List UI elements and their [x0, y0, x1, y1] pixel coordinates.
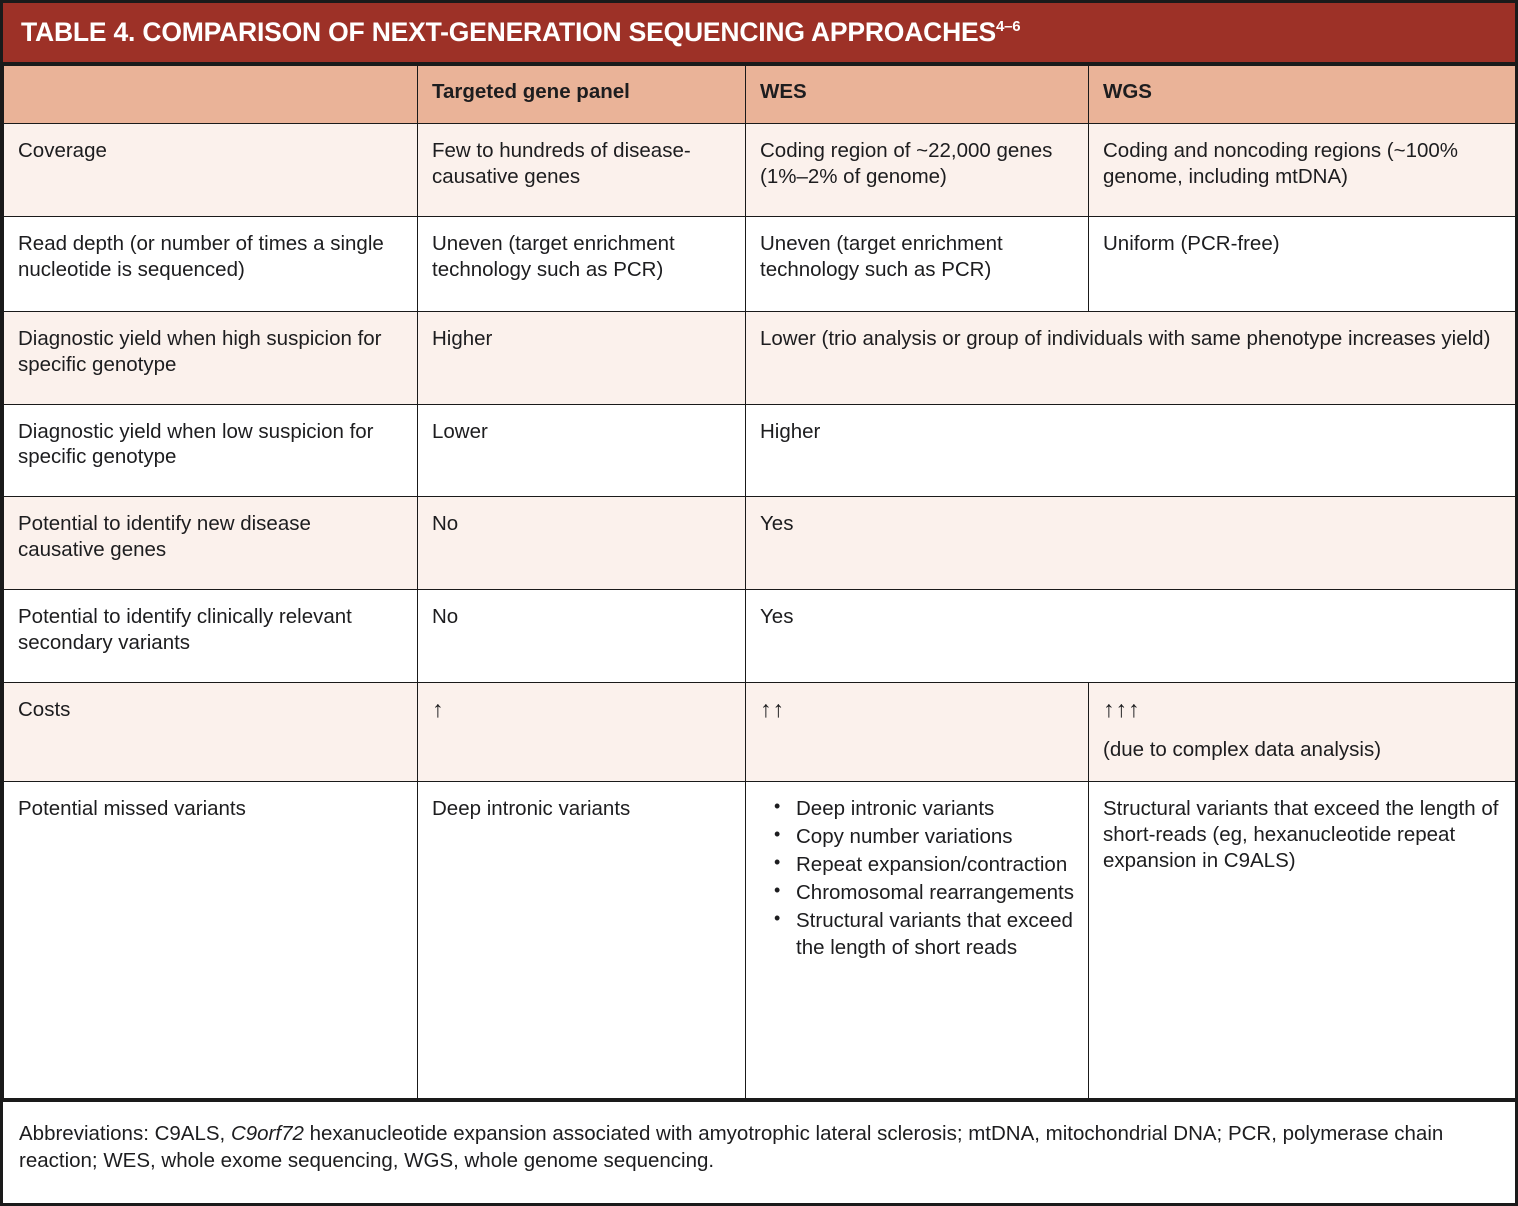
cell-dx-yield-high-wes-wgs: Lower (trio analysis or group of individuals with same phenotype increases yield): [746, 311, 1516, 404]
row-label-dx-yield-high: Diagnostic yield when high suspicion for specific genotype: [4, 311, 418, 404]
cell-secondary-variants-wes-wgs: Yes: [746, 590, 1516, 683]
cell-dx-yield-low-panel: Lower: [418, 404, 746, 497]
list-item: • Structural variants that exceed the length of short reads: [782, 908, 1074, 960]
cell-new-disease-genes-wes-wgs: Yes: [746, 497, 1516, 590]
cell-read-depth-panel: Uneven (target enrichment technology such as PCR): [418, 216, 746, 311]
cell-costs-panel: [418, 683, 746, 782]
table-row: [4, 404, 1516, 497]
table-title-bar: [3, 3, 1515, 65]
column-header-wgs: WGS: [1089, 66, 1516, 124]
cell-coverage-wgs: Coding and noncoding regions (~100% genome, including mtDNA): [1089, 124, 1516, 217]
row-label-missed-variants: Potential missed variants: [4, 782, 418, 1099]
up-arrow-icon: ↑: [432, 696, 445, 723]
table-row: [4, 124, 1516, 217]
column-header-targeted-gene-panel: Targeted gene panel: [418, 66, 746, 124]
cell-coverage-panel: Few to hundreds of disease-causative genes: [418, 124, 746, 217]
row-label-read-depth: Read depth (or number of times a single nucleotide is sequenced): [4, 216, 418, 311]
row-label-secondary-variants: Potential to identify clinically relevant secondary variants: [4, 590, 418, 683]
table-row: [4, 311, 1516, 404]
up-arrow-icon: ↑↑: [760, 696, 785, 723]
row-label-costs: Costs: [4, 683, 418, 782]
missed-variants-wes-list: [760, 796, 1074, 960]
cell-costs-wgs: [1089, 683, 1516, 782]
up-arrow-icon: ↑↑↑: [1103, 696, 1141, 723]
cell-missed-variants-wes: [746, 782, 1089, 1099]
table-footnote: [3, 1099, 1515, 1203]
table-row: [4, 216, 1516, 311]
list-item: • Copy number variations: [782, 824, 1074, 850]
cell-coverage-wes: Coding region of ~22,000 genes (1%–2% of genome): [746, 124, 1089, 217]
table-row: [4, 683, 1516, 782]
row-label-dx-yield-low: Diagnostic yield when low suspicion for specific genotype: [4, 404, 418, 497]
cell-new-disease-genes-panel: No: [418, 497, 746, 590]
cell-costs-wgs-note: (due to complex data analysis): [1103, 738, 1382, 762]
cell-secondary-variants-panel: No: [418, 590, 746, 683]
page-title: [21, 19, 1020, 46]
row-label-coverage: Coverage: [4, 124, 418, 217]
list-item: • Repeat expansion/contraction: [782, 852, 1074, 878]
title-reference-superscript: 4–6: [995, 18, 1021, 36]
cell-dx-yield-low-wes-wgs: Higher: [746, 404, 1516, 497]
footnote-rest: hexanucleotide expansion associated with amyotrophic lateral sclerosis; mtDNA, mitochondrial DNA; PCR, polymerase chain reaction; WES, whole exome sequencing, WGS, whole genome sequencing.: [19, 1122, 1444, 1173]
column-header-attribute: [4, 66, 418, 124]
table-row: [4, 497, 1516, 590]
table-title-text: TABLE 4. COMPARISON OF NEXT-GENERATION SEQUENCING APPROACHES: [21, 17, 996, 48]
table-row: [4, 590, 1516, 683]
cell-read-depth-wes: Uneven (target enrichment technology such as PCR): [746, 216, 1089, 311]
list-item: • Deep intronic variants: [782, 796, 1074, 822]
row-label-new-disease-genes: Potential to identify new disease causative genes: [4, 497, 418, 590]
cell-costs-wes: [746, 683, 1089, 782]
comparison-table: [3, 65, 1516, 1099]
cell-dx-yield-high-panel: Higher: [418, 311, 746, 404]
footnote-lead: Abbreviations: C9ALS,: [19, 1122, 231, 1145]
column-header-wes: WES: [746, 66, 1089, 124]
cell-missed-variants-wgs: Structural variants that exceed the length of short-reads (eg, hexanucleotide repeat expansion in C9ALS): [1089, 782, 1516, 1099]
cell-missed-variants-panel: Deep intronic variants: [418, 782, 746, 1099]
table-row: [4, 782, 1516, 1099]
list-item: • Chromosomal rearrangements: [782, 880, 1074, 906]
cell-read-depth-wgs: Uniform (PCR-free): [1089, 216, 1516, 311]
footnote-gene-name: C9orf72: [230, 1122, 304, 1145]
table-header-row: [4, 66, 1516, 124]
